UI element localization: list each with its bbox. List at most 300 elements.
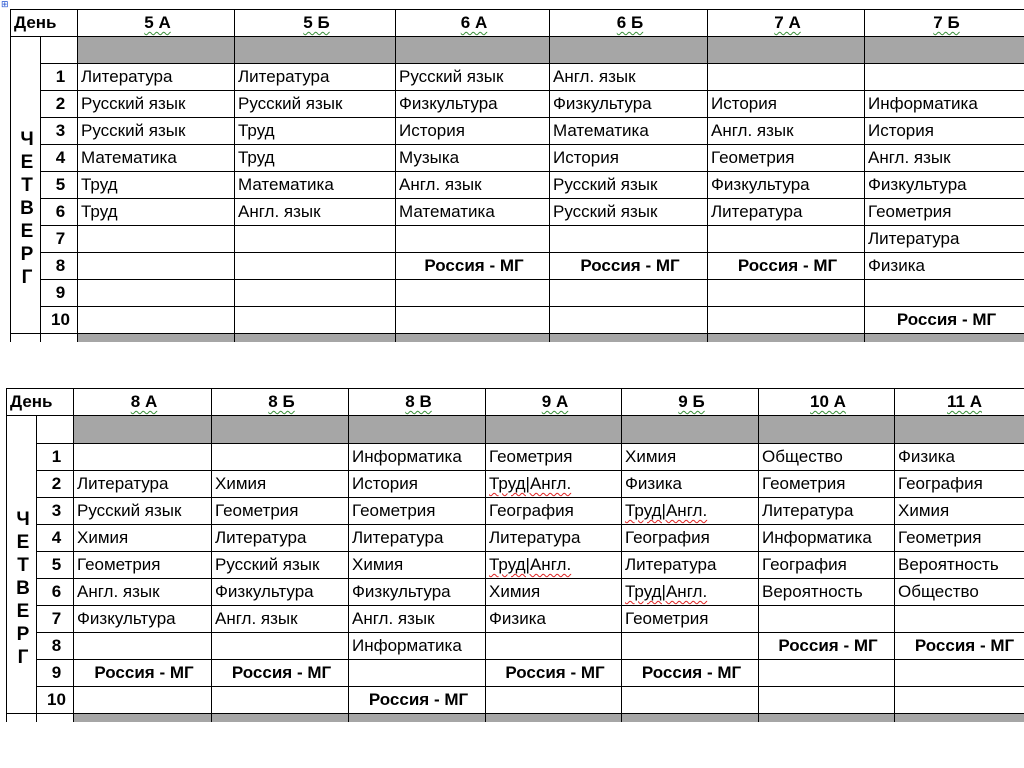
lesson-cell[interactable] bbox=[708, 172, 865, 199]
lesson-number: 1 bbox=[37, 444, 74, 471]
subject-label: Химия bbox=[352, 555, 404, 574]
lesson-cell[interactable] bbox=[212, 606, 349, 633]
subject-label: Англ. язык bbox=[711, 121, 794, 140]
bottom-gray-cell bbox=[895, 714, 1024, 723]
lesson-number: 3 bbox=[41, 118, 78, 145]
bottom-gray-cell bbox=[78, 334, 235, 343]
class-header: 7 Б bbox=[865, 10, 1024, 37]
lesson-cell[interactable] bbox=[78, 307, 235, 334]
gray-band-cell bbox=[895, 416, 1024, 444]
lesson-cell[interactable] bbox=[895, 687, 1024, 714]
lesson-cell[interactable] bbox=[349, 552, 486, 579]
subject-label: Труд bbox=[81, 202, 118, 221]
subject-label: Физкультура bbox=[215, 582, 314, 601]
event-label: Россия - МГ bbox=[231, 663, 332, 682]
lesson-number: 4 bbox=[37, 525, 74, 552]
subject-label: Англ. язык bbox=[553, 67, 636, 86]
subject-label: Труд bbox=[238, 121, 275, 140]
lesson-cell[interactable] bbox=[759, 525, 895, 552]
lesson-cell[interactable] bbox=[74, 498, 212, 525]
lesson-cell[interactable] bbox=[235, 280, 396, 307]
lesson-cell[interactable] bbox=[708, 91, 865, 118]
class-header: 8 В bbox=[349, 389, 486, 416]
gray-band-cell bbox=[349, 416, 486, 444]
lesson-cell[interactable] bbox=[78, 91, 235, 118]
lesson-cell[interactable] bbox=[708, 145, 865, 172]
subject-label: Геометрия bbox=[868, 202, 952, 221]
lesson-cell[interactable] bbox=[74, 525, 212, 552]
gray-band-cell bbox=[396, 37, 550, 64]
lesson-cell[interactable] bbox=[865, 145, 1024, 172]
lesson-cell[interactable] bbox=[396, 253, 550, 280]
subject-label: Геометрия bbox=[215, 501, 299, 520]
class-header: 5 Б bbox=[235, 10, 396, 37]
lesson-row bbox=[7, 579, 1024, 606]
subject-label: Литература bbox=[77, 474, 169, 493]
lesson-cell[interactable] bbox=[865, 199, 1024, 226]
event-label: Россия - МГ bbox=[368, 690, 469, 709]
lesson-cell[interactable] bbox=[759, 660, 895, 687]
event-label: Россия - МГ bbox=[580, 256, 680, 275]
subject-label: Физика bbox=[868, 256, 925, 275]
lesson-cell[interactable] bbox=[212, 687, 349, 714]
lesson-cell[interactable] bbox=[486, 552, 622, 579]
lesson-number: 10 bbox=[41, 307, 78, 334]
lesson-cell[interactable] bbox=[78, 118, 235, 145]
gray-band-cell bbox=[550, 37, 708, 64]
subject-label: Литература bbox=[352, 528, 444, 547]
subject-label: Физкультура bbox=[868, 175, 967, 194]
weekday-letter: Р bbox=[16, 624, 30, 645]
lesson-cell[interactable] bbox=[759, 687, 895, 714]
bottom-gray-cell bbox=[865, 334, 1024, 343]
lesson-number: 8 bbox=[37, 633, 74, 660]
subject-label: Геометрия bbox=[762, 474, 846, 493]
subject-label: Математика bbox=[238, 175, 334, 194]
lesson-cell[interactable] bbox=[865, 280, 1024, 307]
number-column-blank bbox=[41, 37, 78, 64]
lesson-cell[interactable] bbox=[235, 118, 396, 145]
lesson-number: 2 bbox=[41, 91, 78, 118]
lesson-number: 4 bbox=[41, 145, 78, 172]
lesson-number: 9 bbox=[37, 660, 74, 687]
lesson-cell[interactable] bbox=[78, 145, 235, 172]
subject-label: Русский язык bbox=[553, 175, 658, 194]
lesson-cell[interactable] bbox=[865, 226, 1024, 253]
lesson-cell[interactable] bbox=[396, 145, 550, 172]
subject-label: Русский язык bbox=[77, 501, 182, 520]
lesson-cell[interactable] bbox=[349, 471, 486, 498]
subject-label: Информатика bbox=[868, 94, 978, 113]
gray-band-row bbox=[11, 37, 1024, 64]
subject-label: Литература bbox=[868, 229, 960, 248]
lesson-row bbox=[11, 253, 1024, 280]
bottom-gray-cell bbox=[396, 334, 550, 343]
bottom-gray-cell bbox=[235, 334, 396, 343]
lesson-cell[interactable] bbox=[78, 280, 235, 307]
lesson-cell[interactable] bbox=[349, 606, 486, 633]
lesson-cell[interactable] bbox=[74, 471, 212, 498]
subject-label: Литература bbox=[215, 528, 307, 547]
subject-label: Физкультура bbox=[711, 175, 810, 194]
lesson-row bbox=[11, 64, 1024, 91]
lesson-cell[interactable] bbox=[349, 498, 486, 525]
subject-label: Русский язык bbox=[81, 94, 186, 113]
bottom-gray-band bbox=[11, 334, 1024, 343]
lesson-number: 7 bbox=[41, 226, 78, 253]
lesson-cell[interactable] bbox=[550, 280, 708, 307]
lesson-row bbox=[7, 660, 1024, 687]
class-header: 6 А bbox=[396, 10, 550, 37]
subject-label: Математика bbox=[81, 148, 177, 167]
day-header: День bbox=[11, 10, 78, 37]
event-label: Россия - МГ bbox=[737, 256, 838, 275]
lesson-cell[interactable] bbox=[895, 525, 1024, 552]
lesson-cell[interactable] bbox=[550, 91, 708, 118]
weekday-letter: Е bbox=[16, 532, 30, 553]
class-header: 9 Б bbox=[622, 389, 759, 416]
lesson-cell[interactable] bbox=[74, 660, 212, 687]
schedule-table-top bbox=[10, 9, 1024, 342]
lesson-cell[interactable] bbox=[212, 579, 349, 606]
lesson-cell[interactable] bbox=[349, 525, 486, 552]
lesson-cell[interactable] bbox=[708, 118, 865, 145]
gray-band-cell bbox=[622, 416, 759, 444]
bottom-gray-cell bbox=[349, 714, 486, 723]
lesson-cell[interactable] bbox=[78, 226, 235, 253]
subject-label: Информатика bbox=[352, 447, 462, 466]
subject-label: Труд bbox=[238, 148, 275, 167]
lesson-cell[interactable] bbox=[486, 633, 622, 660]
lesson-cell[interactable] bbox=[212, 552, 349, 579]
lesson-cell[interactable] bbox=[759, 579, 895, 606]
subject-label: Физика bbox=[625, 474, 682, 493]
lesson-cell[interactable] bbox=[759, 633, 895, 660]
weekday-letter: Г bbox=[17, 647, 29, 668]
event-label: Россия - МГ bbox=[641, 663, 742, 682]
bottom-gray-cell bbox=[759, 714, 895, 723]
lesson-cell[interactable] bbox=[895, 552, 1024, 579]
event-label: Россия - МГ bbox=[778, 636, 878, 655]
lesson-cell[interactable] bbox=[550, 145, 708, 172]
subject-label: Русский язык bbox=[81, 121, 186, 140]
lesson-cell[interactable] bbox=[212, 471, 349, 498]
lesson-cell[interactable] bbox=[865, 91, 1024, 118]
lesson-cell[interactable] bbox=[74, 444, 212, 471]
subject-label: Англ. язык bbox=[399, 175, 482, 194]
lesson-cell[interactable] bbox=[486, 471, 622, 498]
subject-label: Химия bbox=[77, 528, 129, 547]
lesson-cell[interactable] bbox=[486, 498, 622, 525]
lesson-cell[interactable] bbox=[895, 498, 1024, 525]
lesson-cell[interactable] bbox=[895, 579, 1024, 606]
lesson-row bbox=[7, 606, 1024, 633]
lesson-cell[interactable] bbox=[212, 633, 349, 660]
header-row bbox=[7, 389, 1024, 416]
schedule-table-bottom bbox=[6, 388, 1024, 722]
lesson-cell[interactable] bbox=[78, 199, 235, 226]
lesson-cell[interactable] bbox=[550, 118, 708, 145]
lesson-cell[interactable] bbox=[396, 91, 550, 118]
lesson-cell[interactable] bbox=[235, 199, 396, 226]
weekday-vertical-label bbox=[10, 460, 36, 669]
lesson-cell[interactable] bbox=[235, 307, 396, 334]
subject-label: Математика bbox=[553, 121, 649, 140]
lesson-cell[interactable] bbox=[212, 660, 349, 687]
lesson-cell[interactable] bbox=[349, 579, 486, 606]
lesson-cell[interactable] bbox=[235, 145, 396, 172]
subject-label: История bbox=[868, 121, 934, 140]
number-column-blank bbox=[37, 416, 74, 444]
lesson-cell[interactable] bbox=[349, 633, 486, 660]
subject-label: История bbox=[352, 474, 418, 493]
lesson-cell[interactable] bbox=[622, 687, 759, 714]
lesson-cell[interactable] bbox=[622, 606, 759, 633]
subject-label: География bbox=[898, 474, 983, 493]
event-label: Россия - МГ bbox=[914, 636, 1015, 655]
lesson-cell[interactable] bbox=[235, 226, 396, 253]
subject-label: Музыка bbox=[399, 148, 460, 167]
subject-label: Русский язык bbox=[399, 67, 504, 86]
lesson-row bbox=[11, 226, 1024, 253]
lesson-cell[interactable] bbox=[349, 660, 486, 687]
bottom-gray-cell bbox=[74, 714, 212, 723]
lesson-cell[interactable] bbox=[895, 471, 1024, 498]
subject-label: Физкультура bbox=[553, 94, 652, 113]
bottom-gray-cell bbox=[550, 334, 708, 343]
subject-label: Физкультура bbox=[399, 94, 498, 113]
lesson-cell[interactable] bbox=[708, 280, 865, 307]
lesson-cell[interactable] bbox=[759, 444, 895, 471]
bottom-gray-cell bbox=[212, 714, 349, 723]
subject-label: Труд bbox=[81, 175, 118, 194]
lesson-cell[interactable] bbox=[396, 280, 550, 307]
lesson-cell[interactable] bbox=[74, 606, 212, 633]
weekday-letter: Е bbox=[16, 601, 30, 622]
lesson-cell[interactable] bbox=[550, 253, 708, 280]
subject-label: Геометрия bbox=[625, 609, 709, 628]
gray-band-cell bbox=[235, 37, 396, 64]
subject-label: Русский язык bbox=[238, 94, 343, 113]
subject-label: Информатика bbox=[352, 636, 462, 655]
lesson-cell[interactable] bbox=[622, 552, 759, 579]
lesson-cell[interactable] bbox=[78, 64, 235, 91]
weekday-letter: Е bbox=[20, 221, 34, 242]
subject-label: Геометрия bbox=[898, 528, 982, 547]
lesson-cell[interactable] bbox=[486, 687, 622, 714]
lesson-cell[interactable] bbox=[349, 687, 486, 714]
lesson-cell[interactable] bbox=[622, 444, 759, 471]
lesson-number: 5 bbox=[37, 552, 74, 579]
lesson-cell[interactable] bbox=[396, 64, 550, 91]
lesson-cell[interactable] bbox=[486, 660, 622, 687]
gray-band-cell bbox=[486, 416, 622, 444]
lesson-cell[interactable] bbox=[622, 633, 759, 660]
lesson-cell[interactable] bbox=[865, 118, 1024, 145]
lesson-cell[interactable] bbox=[865, 64, 1024, 91]
lesson-cell[interactable] bbox=[78, 172, 235, 199]
lesson-number: 10 bbox=[37, 687, 74, 714]
weekday-cell bbox=[7, 416, 37, 714]
lesson-cell[interactable] bbox=[235, 91, 396, 118]
subject-label: Литература bbox=[81, 67, 173, 86]
weekday-letter: Ч bbox=[20, 129, 34, 150]
lesson-cell[interactable] bbox=[708, 253, 865, 280]
lesson-cell[interactable] bbox=[622, 525, 759, 552]
subject-label: Труд|Англ. bbox=[625, 582, 708, 601]
lesson-cell[interactable] bbox=[895, 633, 1024, 660]
gray-band-row bbox=[7, 416, 1024, 444]
lesson-number: 7 bbox=[37, 606, 74, 633]
lesson-cell[interactable] bbox=[74, 552, 212, 579]
lesson-number: 6 bbox=[41, 199, 78, 226]
lesson-row bbox=[7, 498, 1024, 525]
subject-label: Англ. язык bbox=[868, 148, 951, 167]
bottom-gray-cell bbox=[708, 334, 865, 343]
lesson-cell[interactable] bbox=[235, 253, 396, 280]
lesson-cell[interactable] bbox=[396, 118, 550, 145]
subject-label: Физика bbox=[489, 609, 546, 628]
gray-band-cell bbox=[708, 37, 865, 64]
weekday-letter: Г bbox=[21, 267, 33, 288]
event-label: Россия - МГ bbox=[896, 310, 997, 329]
weekday-letter: Т bbox=[17, 555, 29, 576]
weekday-cell bbox=[11, 37, 41, 334]
subject-label: Физика bbox=[898, 447, 955, 466]
lesson-cell[interactable] bbox=[78, 253, 235, 280]
lesson-cell[interactable] bbox=[550, 172, 708, 199]
class-header: 10 А bbox=[759, 389, 895, 416]
lesson-cell[interactable] bbox=[212, 525, 349, 552]
subject-label: Химия bbox=[215, 474, 267, 493]
lesson-row bbox=[7, 687, 1024, 714]
class-header: 8 А bbox=[74, 389, 212, 416]
lesson-cell[interactable] bbox=[550, 64, 708, 91]
lesson-cell[interactable] bbox=[486, 579, 622, 606]
lesson-cell[interactable] bbox=[235, 172, 396, 199]
lesson-cell[interactable] bbox=[74, 579, 212, 606]
bottom-blank bbox=[11, 334, 41, 343]
lesson-row bbox=[7, 525, 1024, 552]
lesson-cell[interactable] bbox=[865, 253, 1024, 280]
lesson-cell[interactable] bbox=[396, 226, 550, 253]
lesson-row bbox=[11, 145, 1024, 172]
subject-label: Физкультура bbox=[352, 582, 451, 601]
lesson-cell[interactable] bbox=[396, 307, 550, 334]
subject-label: Геометрия bbox=[77, 555, 161, 574]
lesson-row bbox=[11, 307, 1024, 334]
gray-band-cell bbox=[78, 37, 235, 64]
class-header: 6 Б bbox=[550, 10, 708, 37]
lesson-cell[interactable] bbox=[550, 307, 708, 334]
subject-label: Химия bbox=[489, 582, 541, 601]
lesson-cell[interactable] bbox=[708, 307, 865, 334]
class-header: 5 А bbox=[78, 10, 235, 37]
subject-label: Литература bbox=[711, 202, 803, 221]
subject-label: Информатика bbox=[762, 528, 872, 547]
lesson-cell[interactable] bbox=[708, 199, 865, 226]
gray-band-cell bbox=[759, 416, 895, 444]
subject-label: Математика bbox=[399, 202, 495, 221]
lesson-cell[interactable] bbox=[74, 633, 212, 660]
subject-label: Труд|Англ. bbox=[489, 474, 572, 493]
lesson-number: 3 bbox=[37, 498, 74, 525]
subject-label: Литература bbox=[489, 528, 581, 547]
lesson-cell[interactable] bbox=[212, 444, 349, 471]
lesson-row bbox=[7, 471, 1024, 498]
lesson-cell[interactable] bbox=[396, 172, 550, 199]
lesson-cell[interactable] bbox=[550, 199, 708, 226]
move-handle-icon[interactable]: ⊞ bbox=[1, 0, 9, 9]
lesson-cell[interactable] bbox=[895, 660, 1024, 687]
header-row bbox=[11, 10, 1024, 37]
subject-label: Англ. язык bbox=[215, 609, 298, 628]
lesson-cell[interactable] bbox=[212, 498, 349, 525]
weekday-letter: Ч bbox=[16, 509, 30, 530]
subject-label: Геометрия bbox=[711, 148, 795, 167]
lesson-cell[interactable] bbox=[895, 606, 1024, 633]
bottom-blank bbox=[37, 714, 74, 723]
gray-band-cell bbox=[212, 416, 349, 444]
weekday-vertical-label bbox=[14, 81, 40, 289]
lesson-cell[interactable] bbox=[396, 199, 550, 226]
lesson-cell[interactable] bbox=[74, 687, 212, 714]
lesson-cell[interactable] bbox=[622, 579, 759, 606]
lesson-row bbox=[11, 91, 1024, 118]
lesson-cell[interactable] bbox=[622, 660, 759, 687]
lesson-cell[interactable] bbox=[865, 172, 1024, 199]
class-header: 7 А bbox=[708, 10, 865, 37]
lesson-row bbox=[7, 552, 1024, 579]
lesson-cell[interactable] bbox=[486, 525, 622, 552]
subject-label: История bbox=[399, 121, 465, 140]
bottom-gray-cell bbox=[486, 714, 622, 723]
event-label: Россия - МГ bbox=[94, 663, 194, 682]
event-label: Россия - МГ bbox=[505, 663, 605, 682]
subject-label: Вероятность bbox=[898, 555, 999, 574]
lesson-number: 8 bbox=[41, 253, 78, 280]
lesson-cell[interactable] bbox=[622, 471, 759, 498]
lesson-cell[interactable] bbox=[622, 498, 759, 525]
lesson-cell[interactable] bbox=[759, 471, 895, 498]
lesson-cell[interactable] bbox=[708, 64, 865, 91]
bottom-blank bbox=[41, 334, 78, 343]
lesson-cell[interactable] bbox=[759, 498, 895, 525]
lesson-cell[interactable] bbox=[349, 444, 486, 471]
subject-label: Общество bbox=[762, 447, 843, 466]
lesson-number: 5 bbox=[41, 172, 78, 199]
subject-label: Труд|Англ. bbox=[489, 555, 572, 574]
lesson-cell[interactable] bbox=[708, 226, 865, 253]
subject-label: Общество bbox=[898, 582, 979, 601]
lesson-cell[interactable] bbox=[550, 226, 708, 253]
weekday-letter: В bbox=[16, 578, 30, 599]
lesson-cell[interactable] bbox=[865, 307, 1024, 334]
subject-label: Геометрия bbox=[352, 501, 436, 520]
lesson-cell[interactable] bbox=[235, 64, 396, 91]
subject-label: Физкультура bbox=[77, 609, 176, 628]
class-header: 8 Б bbox=[212, 389, 349, 416]
subject-label: Англ. язык bbox=[238, 202, 321, 221]
lesson-cell[interactable] bbox=[895, 444, 1024, 471]
lesson-cell[interactable] bbox=[759, 606, 895, 633]
subject-label: Геометрия bbox=[489, 447, 573, 466]
lesson-cell[interactable] bbox=[486, 444, 622, 471]
lesson-cell[interactable] bbox=[486, 606, 622, 633]
lesson-number: 9 bbox=[41, 280, 78, 307]
lesson-cell[interactable] bbox=[759, 552, 895, 579]
subject-label: История bbox=[711, 94, 777, 113]
